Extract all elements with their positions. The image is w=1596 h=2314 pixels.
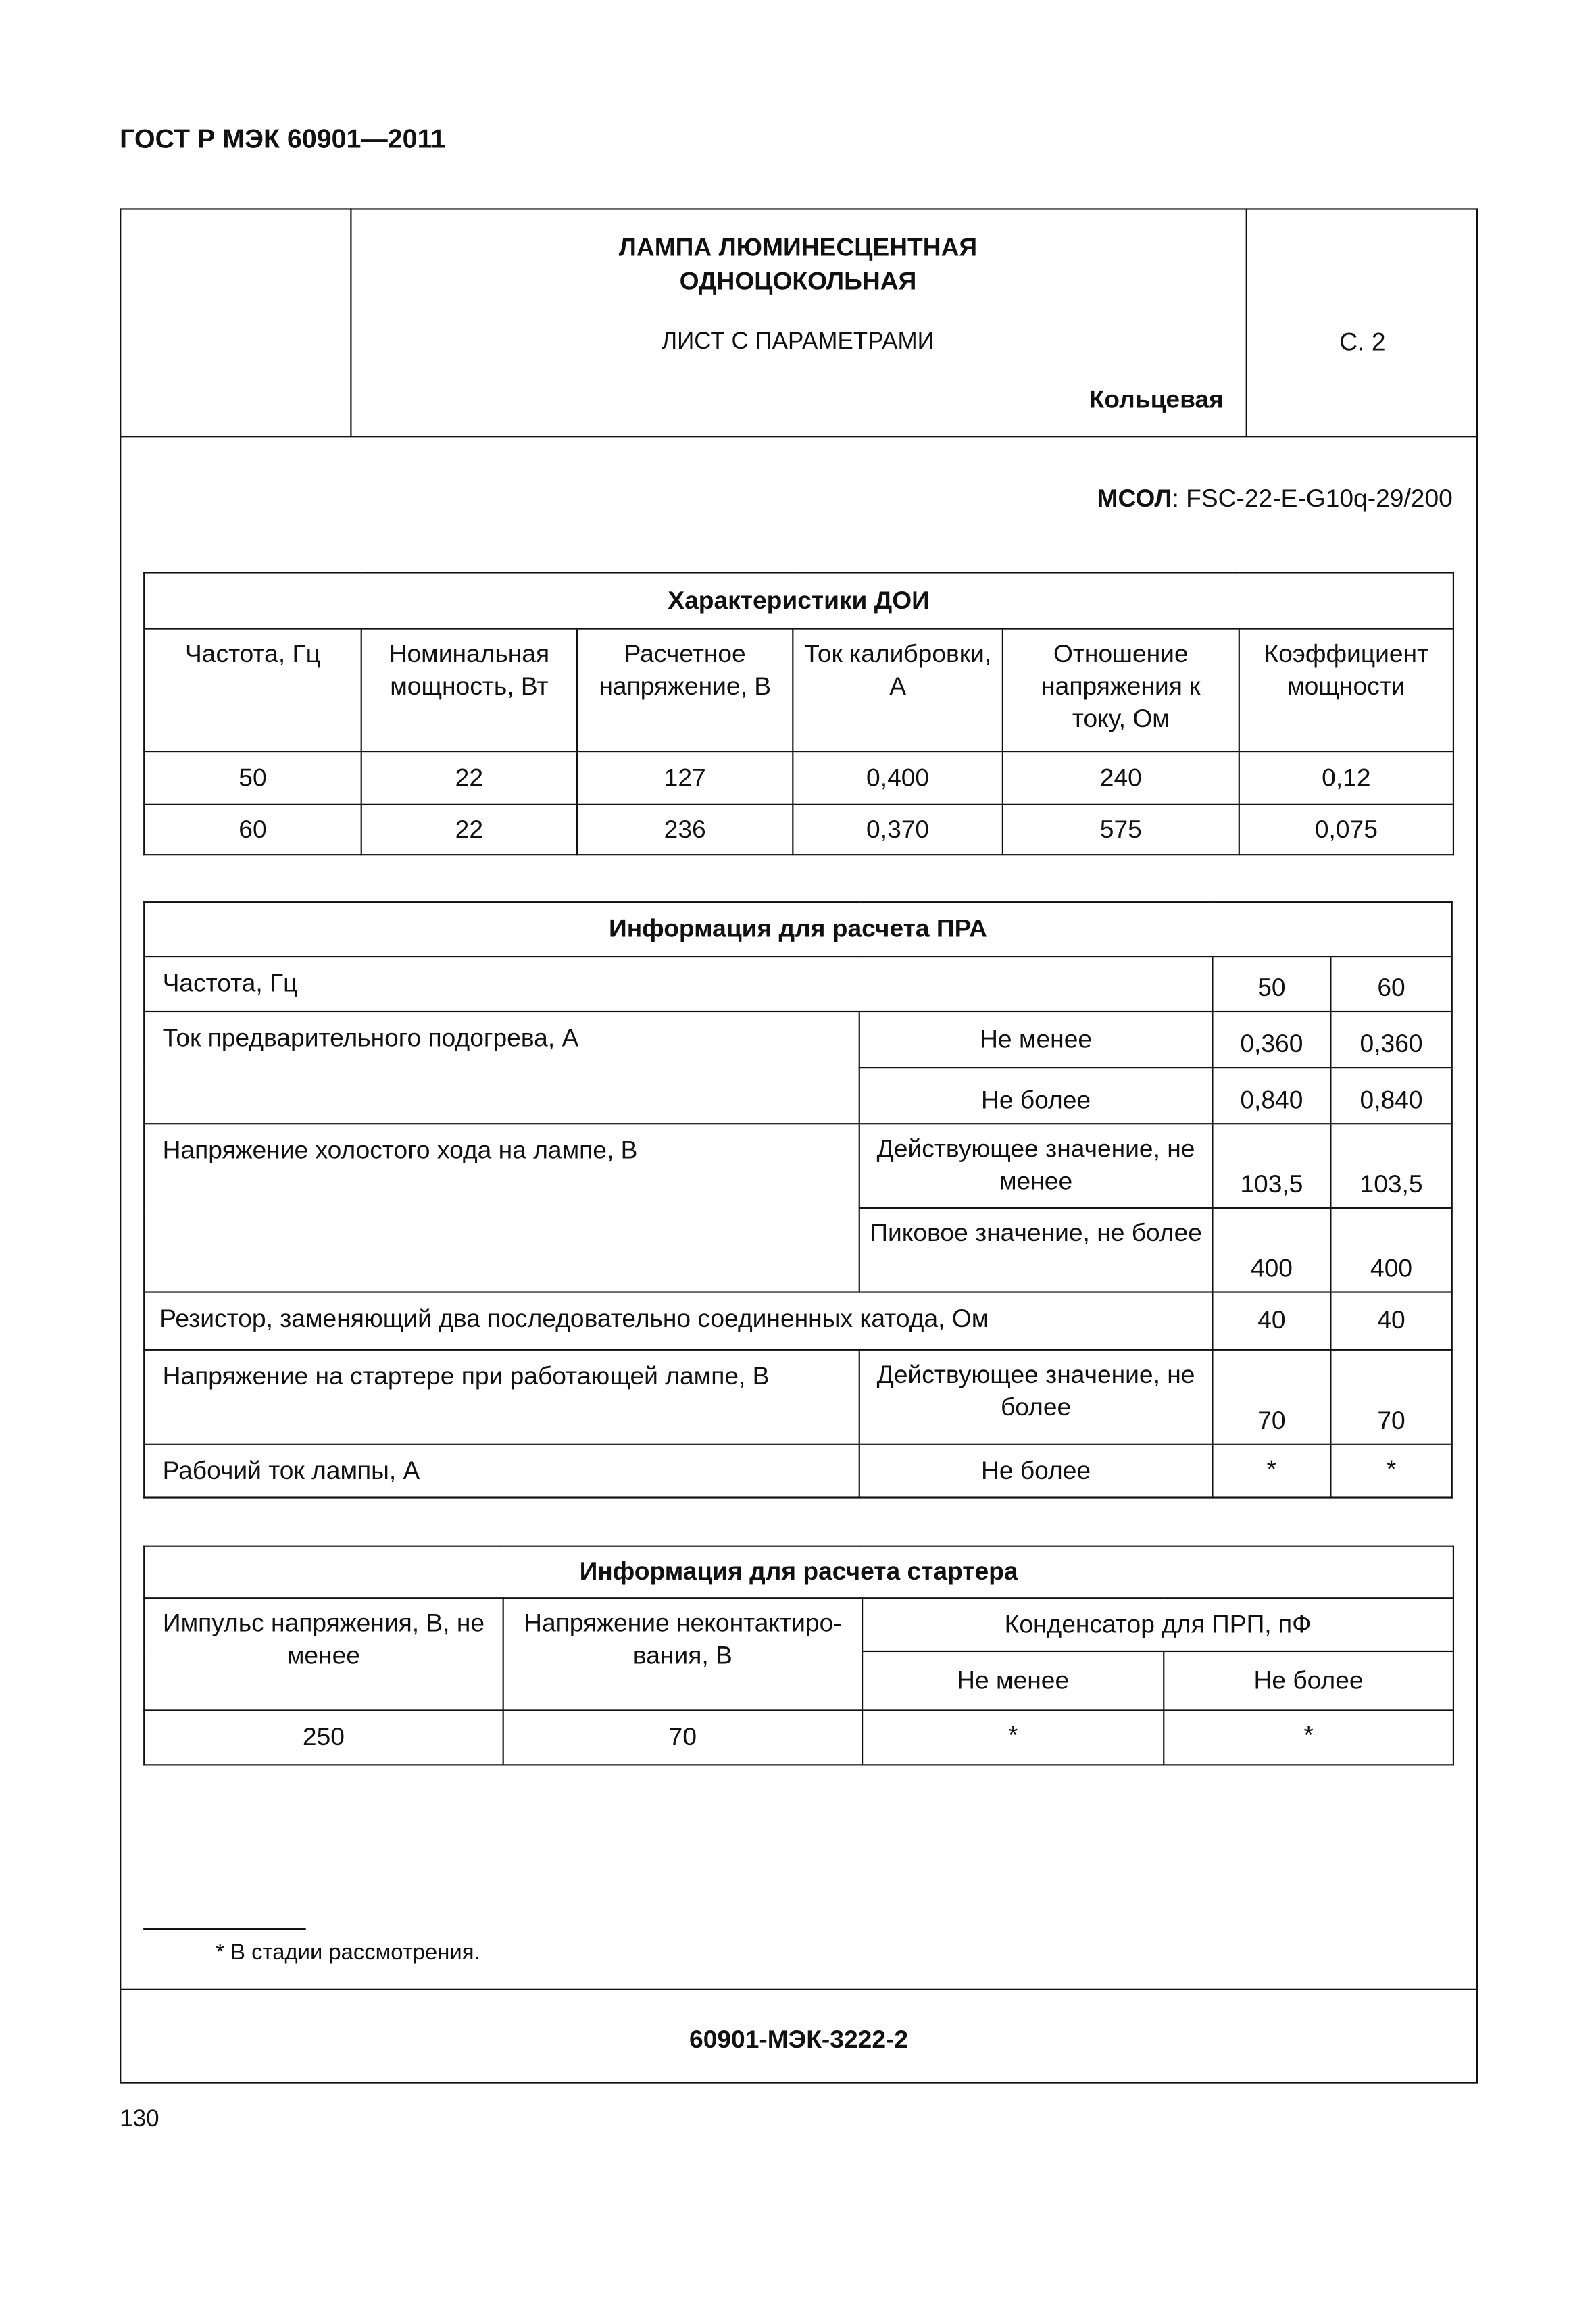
cell: 70 [1330, 1350, 1451, 1444]
row-label: Напряжение на стартере при работающей лампе, В [144, 1350, 859, 1444]
ballast-design-table [143, 901, 1453, 1499]
row-label: Резистор, заменяющий два последовательно соединенных катода, Ом [144, 1292, 1212, 1350]
starter-design-table [143, 1546, 1454, 1766]
title-line: ЛАМПА ЛЮМИНЕСЦЕНТНАЯ [618, 233, 978, 262]
cell: 50 [144, 751, 361, 805]
table-row [144, 751, 1453, 805]
cell: * [862, 1710, 1164, 1765]
cell: 0,12 [1239, 751, 1453, 805]
column-header: Частота, Гц [144, 629, 361, 752]
cell: 400 [1330, 1208, 1451, 1292]
table-row [144, 1710, 1453, 1765]
cell: 575 [1003, 805, 1239, 855]
designation [739, 484, 1453, 514]
condition: Действующее значение, не более [859, 1350, 1213, 1444]
cell: 0,840 [1330, 1067, 1451, 1124]
cell: 0,840 [1212, 1067, 1330, 1124]
table-row [144, 1444, 1451, 1498]
sheet-code: 60901-МЭК-3222-2 [689, 2026, 909, 2054]
designation-label: МСОЛ [1097, 484, 1172, 513]
column-header: Расчетное напряжение, В [577, 629, 793, 752]
cell: 400 [1212, 1208, 1330, 1292]
row-label: Частота, Гц [144, 957, 1212, 1011]
table-row [144, 957, 1451, 1011]
column-header: Не более [1164, 1651, 1453, 1710]
lamp-type: Кольцевая [1089, 385, 1224, 414]
table-row [144, 1011, 1451, 1067]
cell: 60 [144, 805, 361, 855]
table-row [144, 1350, 1451, 1444]
cell: 0,400 [793, 751, 1003, 805]
condition: Пиковое значение, не более [859, 1208, 1213, 1292]
condition: Действующее значение, не менее [859, 1124, 1213, 1208]
cell: * [1164, 1710, 1453, 1765]
sheet-title [350, 230, 1245, 299]
divider [120, 436, 1478, 437]
column-header: Номинальная мощность, Вт [361, 629, 577, 752]
table-title: Характеристики ДОИ [144, 572, 1453, 628]
column-header: Конденсатор для ПРП, пФ [862, 1598, 1453, 1651]
table-row [144, 805, 1453, 855]
footnote: * В стадии рассмотрения. [216, 1940, 480, 1965]
cell: 103,5 [1330, 1124, 1451, 1208]
column-header: Не менее [862, 1651, 1164, 1710]
table-title: Информация для расчета стартера [144, 1546, 1453, 1599]
ballast-characteristics-table [143, 572, 1454, 855]
cell: 0,360 [1212, 1011, 1330, 1067]
column-header: Отношение напряжения к току, Ом [1003, 629, 1239, 752]
cell: * [1212, 1444, 1330, 1498]
document-header: ГОСТ Р МЭК 60901—2011 [120, 124, 446, 154]
cell: 60 [1330, 957, 1451, 1011]
cell: 70 [503, 1710, 862, 1765]
column-header: Напряжение неконтактиро-вания, В [503, 1598, 862, 1710]
cell: 70 [1212, 1350, 1330, 1444]
cell: 50 [1212, 957, 1330, 1011]
cell: 0,370 [793, 805, 1003, 855]
column-header: Импульс напряжения, В, не менее [144, 1598, 503, 1710]
divider [1246, 208, 1247, 437]
cell: 0,075 [1239, 805, 1453, 855]
row-label: Ток предварительного подогрева, А [144, 1011, 859, 1124]
page-number: 130 [120, 2107, 159, 2132]
cell: 0,360 [1330, 1011, 1451, 1067]
footnote-rule [143, 1928, 306, 1930]
cell: 240 [1003, 751, 1239, 805]
cell: 40 [1330, 1292, 1451, 1350]
cell: 40 [1212, 1292, 1330, 1350]
table-row [144, 1292, 1451, 1350]
cell: 127 [577, 751, 793, 805]
column-header: Ток калибровки, А [793, 629, 1003, 752]
sheet-subtitle: ЛИСТ С ПАРАМЕТРАМИ [662, 329, 934, 355]
condition: Не более [859, 1067, 1213, 1124]
condition: Не более [859, 1444, 1213, 1498]
row-label: Рабочий ток лампы, А [144, 1444, 859, 1498]
condition: Не менее [859, 1011, 1213, 1067]
cell: * [1330, 1444, 1451, 1498]
title-line: ОДНОЦОКОЛЬНАЯ [679, 267, 917, 296]
table-title: Информация для расчета ПРА [144, 902, 1451, 957]
column-header: Коэффициент мощности [1239, 629, 1453, 752]
table-row [144, 1124, 1451, 1208]
cell: 250 [144, 1710, 503, 1765]
cell: 22 [361, 805, 577, 855]
designation-value: : FSC-22-E-G10q-29/200 [1172, 484, 1453, 513]
cell: 22 [361, 751, 577, 805]
divider [120, 1989, 1478, 1990]
row-label: Напряжение холостого хода на лампе, В [144, 1124, 859, 1292]
cell: 236 [577, 805, 793, 855]
page-ref: С. 2 [1339, 328, 1386, 357]
cell: 103,5 [1212, 1124, 1330, 1208]
